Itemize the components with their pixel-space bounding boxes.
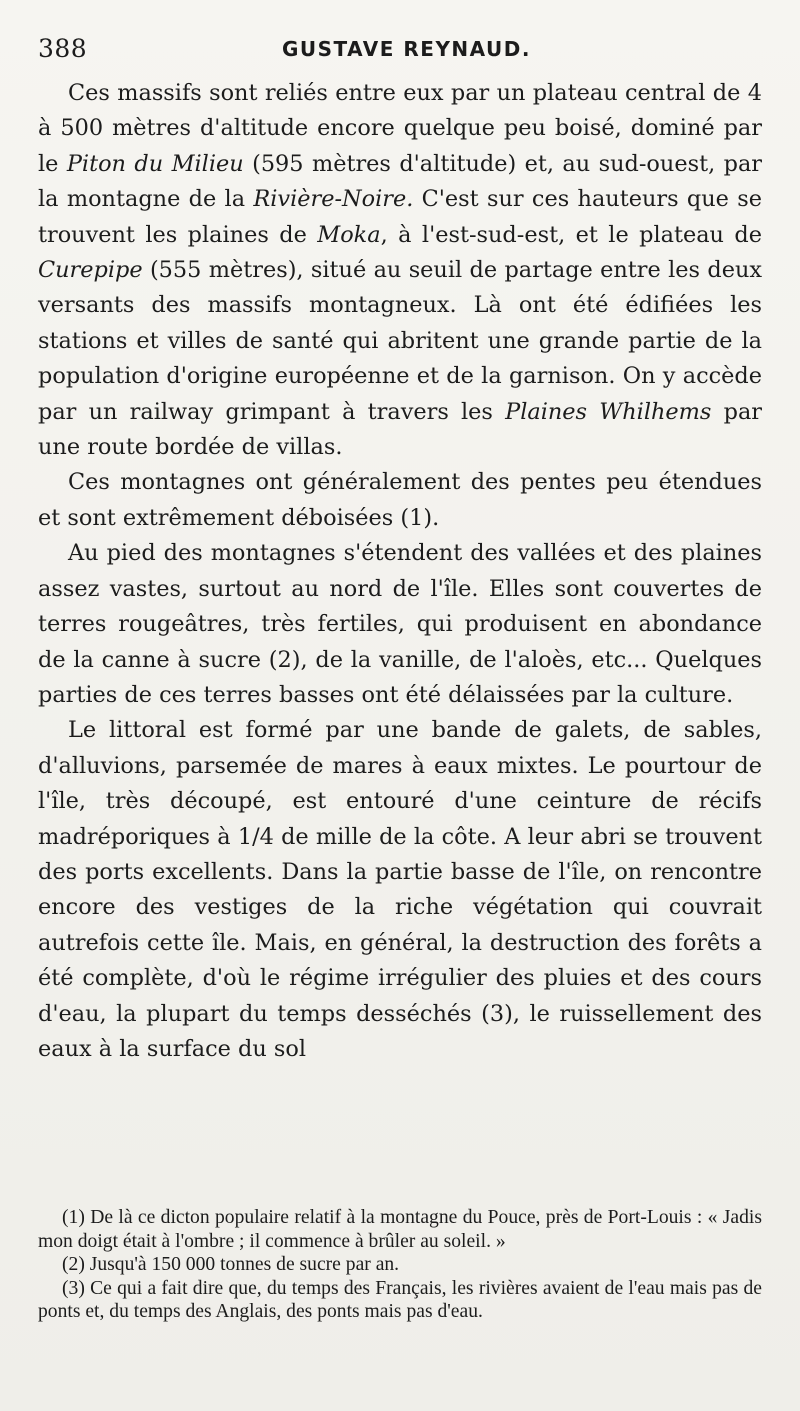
place-name-piton-du-milieu: Piton du Milieu [66,150,244,177]
footnote-1: (1) De là ce dicton populaire relatif à la montagne du Pouce, près de Port-Louis : « Jadis mon doigt était à l'ombre ; il commence à brûler au soleil. » [38,1207,762,1252]
paragraph-3: Au pied des montagnes s'étendent des vallées et des plaines assez vastes, surtout au nord de l'île. Elles sont couvertes de terres rougeâtres, très fertiles, qui produisent en abondance de la canne à sucre (2), de la vanille, de l'aloès, etc... Quelques parties de ces terres basses ont été délaissées par la culture. [38,540,762,708]
paragraph-1-text-5: (555 mètres), situé au seuil de partage entre les deux versants des massifs montagneux. Là ont été édifiées les stations et villes de santé qui abritent une grande partie de la population d'origine européenne et de la garnison. On y accède par un railway grimpant à travers les [38,257,762,425]
running-head: GUSTAVE REYNAUD. [282,37,531,61]
paragraph-2: Ces montagnes ont généralement des pentes peu étendues et sont extrêmement déboisées (1). [38,469,762,531]
paragraph-1-text-6: par une route bordée de villas. [38,398,762,461]
paragraph-1-text-3: C'est sur ces hauteurs que se trouvent les plaines de [38,186,762,248]
paragraph-1-text-4: , à l'est-sud-est, et le plateau de [380,221,762,248]
page-header [38,30,762,66]
paragraph-1-text-1: Ces massifs sont reliés entre eux par un plateau central de 4 à 500 mètres d'altitude encore quelque peu boisé, dominé par le [38,80,762,177]
paragraph-1-text-2: (595 mètres d'altitude) et, au sud-ouest, par la montagne de la [38,150,763,213]
place-name-moka: Moka [317,221,381,248]
paragraph-1 [38,76,762,465]
footnote-3: (3) Ce qui a fait dire que, du temps des Français, les rivières avaient de l'eau mais pas de ponts et, du temps des Anglais, des ponts mais pas d'eau. [38,1277,762,1323]
page-number: 388 [38,34,88,63]
place-name-riviere-noire: Rivière-Noire. [253,186,414,213]
place-name-curepipe: Curepipe [38,257,143,284]
footnote-2: (2) Jusqu'à 150 000 tonnes de sucre par an. [62,1254,400,1276]
paragraph-4: Le littoral est formé par une bande de galets, de sables, d'alluvions, parsemée de mares à eaux mixtes. Le pourtour de l'île, très découpé, est entouré d'une ceinture de récifs madréporiques à 1/4 de mille de la côte. A leur abri se trouvent des ports excellents. Dans la partie basse de l'île, on rencontre encore des vestiges de la riche végétation qui couvrait autrefois cette île. Mais, en général, la destruction des forêts a été complète, d'où le régime irrégulier des pluies et des cours d'eau, la plupart du temps desséchés (3), le ruissellement des eaux à la surface du sol [38,717,762,1062]
place-name-plaines-whilhems: Plaines Whilhems [505,398,712,425]
main-text [38,76,762,1067]
footnotes [38,1206,762,1324]
